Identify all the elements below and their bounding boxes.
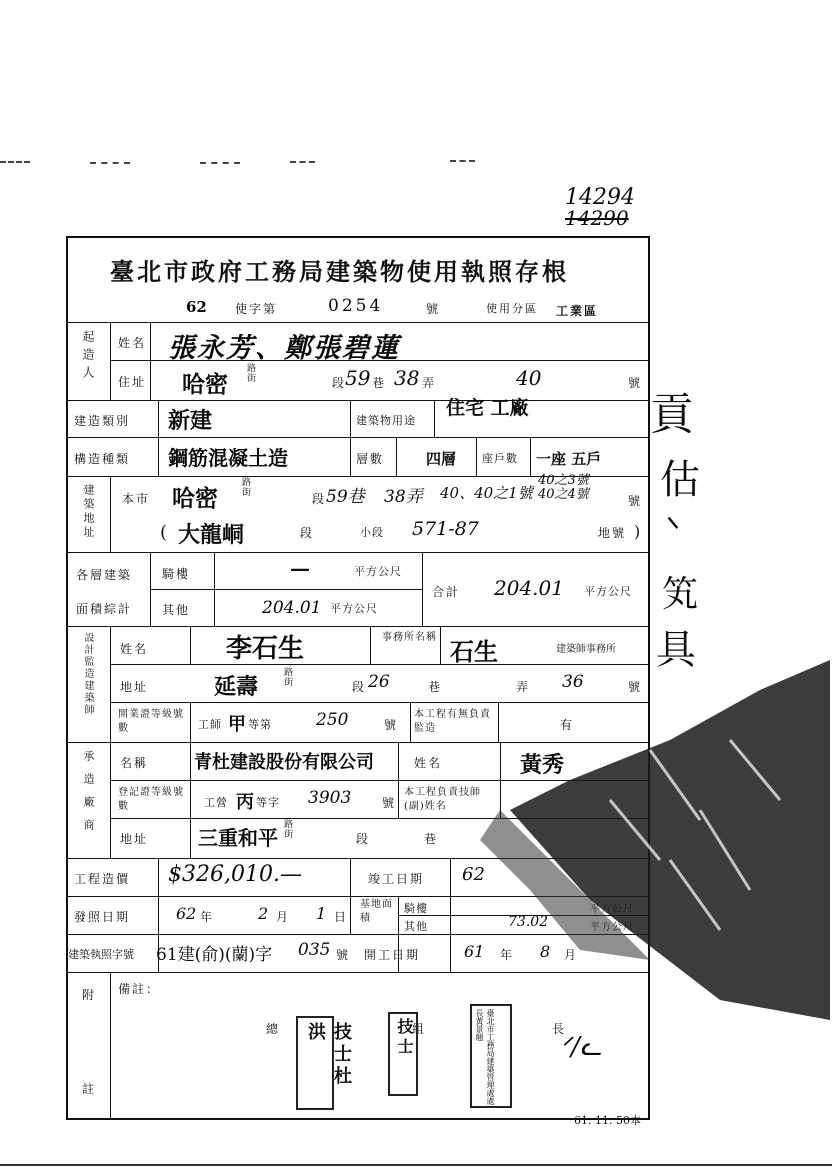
other-value: 204.01 bbox=[262, 598, 322, 618]
form-title: 臺北市政府工務局建築物使用執照存根 bbox=[110, 257, 569, 286]
grid-line bbox=[350, 400, 351, 438]
permit-number-value: 035 bbox=[298, 940, 331, 960]
grid-line bbox=[410, 702, 411, 742]
remarks-label: 備註： bbox=[118, 982, 161, 996]
site-section-label: 建築地址 bbox=[82, 484, 95, 540]
site-number: 40、40之1號 bbox=[440, 484, 533, 502]
grid-line bbox=[110, 626, 111, 742]
issue-date-label: 發照日期 bbox=[74, 910, 131, 924]
cost-label: 工程造價 bbox=[74, 872, 131, 886]
site-road-suffix: 路街 bbox=[242, 478, 253, 498]
handwritten-initials: ᐟ/ᓚ bbox=[560, 1032, 602, 1062]
grid-line bbox=[476, 437, 477, 476]
building-use-value: 住宅 工廠 bbox=[446, 397, 529, 419]
grid-line bbox=[190, 626, 191, 664]
adjacent-page-glyph: 笂 bbox=[662, 574, 699, 615]
architect-name-value: 李石生 bbox=[226, 634, 305, 664]
grid-line bbox=[350, 858, 351, 896]
applicant-section-label: 起造人 bbox=[81, 330, 95, 384]
total-value: 204.01 bbox=[494, 576, 564, 600]
contractor-name-label: 名稱 bbox=[120, 756, 149, 770]
grid-line bbox=[450, 896, 451, 934]
scan-artifact-dash bbox=[90, 162, 130, 164]
applicant-name-label: 姓名 bbox=[118, 336, 147, 350]
issue-month: 2 bbox=[258, 904, 269, 923]
applicant-alley: 38 bbox=[394, 366, 420, 390]
seal-stamp-technician: 技士杜洪 bbox=[296, 1016, 334, 1110]
seal-stamp-director: 臺北市工務局建築管理處處長黃景翹 bbox=[470, 1004, 512, 1108]
permit-label: 建築執照字號 bbox=[68, 948, 134, 961]
grid-line bbox=[530, 437, 531, 476]
contractor-lane-suffix: 巷 bbox=[424, 832, 439, 846]
grid-line bbox=[190, 702, 191, 742]
contractor-reg-word: 等字 bbox=[256, 796, 280, 809]
site-section-word: 段 bbox=[312, 492, 327, 506]
contractor-owner-label: 姓名 bbox=[414, 756, 443, 770]
grid-line bbox=[450, 934, 451, 972]
start-date-label: 開工日期 bbox=[364, 948, 421, 962]
permit-number-suffix: 號 bbox=[426, 302, 441, 316]
grid-line bbox=[66, 552, 650, 553]
floors-label: 層數 bbox=[356, 452, 385, 466]
architect-number: 36 bbox=[562, 672, 584, 692]
grid-line bbox=[350, 896, 351, 934]
sign-group: 組 bbox=[412, 1022, 427, 1036]
grid-line bbox=[434, 400, 435, 438]
site-alley: 38弄 bbox=[384, 487, 423, 507]
floor-area-label-1: 各層建築 bbox=[76, 568, 133, 582]
site-road: 哈密 bbox=[172, 485, 218, 512]
archive-number: 14294 bbox=[565, 185, 635, 210]
scan-artifact-dash bbox=[200, 162, 240, 164]
contractor-reg-label: 登記證等級號數 bbox=[118, 787, 184, 812]
architect-name-label: 姓名 bbox=[120, 642, 149, 656]
sign-chief: 總 bbox=[266, 1022, 281, 1036]
grid-line bbox=[422, 552, 423, 626]
architect-address-label: 地址 bbox=[120, 680, 149, 694]
arcade-label: 騎樓 bbox=[162, 567, 191, 581]
permit-number: 0254 bbox=[328, 296, 384, 316]
building-category-label: 建造類別 bbox=[74, 414, 131, 428]
adjacent-page-glyph: 估 bbox=[660, 457, 700, 503]
supervision-value: 有 bbox=[560, 718, 575, 732]
use-zone-label: 使用分區 bbox=[486, 302, 538, 315]
scan-bottom-edge bbox=[0, 1164, 832, 1166]
contractor-section-label: 承造廠商 bbox=[82, 750, 95, 842]
units-value: 一座 五戶 bbox=[536, 450, 602, 468]
architect-number-suffix: 號 bbox=[628, 680, 643, 694]
lot-section-label: 段 bbox=[300, 526, 315, 540]
sign-head: 長 bbox=[552, 1022, 567, 1036]
issue-year: 62 bbox=[176, 904, 197, 923]
grid-line bbox=[398, 742, 399, 780]
permit-year: 62 bbox=[186, 298, 207, 316]
building-use-label: 建築物用途 bbox=[356, 414, 416, 427]
issue-year-suffix: 年 bbox=[200, 910, 215, 924]
grid-line bbox=[66, 322, 650, 323]
start-month-suffix: 月 bbox=[564, 948, 579, 962]
applicant-number: 40 bbox=[516, 366, 542, 390]
base-other-label: 其他 bbox=[404, 920, 428, 933]
floor-area-label-2: 面積綜計 bbox=[76, 602, 133, 616]
contractor-reg-suffix: 號 bbox=[382, 796, 397, 810]
site-number-2: 40之3號 40之4號 bbox=[538, 473, 589, 502]
archive-number-crossed: 14290 bbox=[565, 206, 629, 230]
grid-line bbox=[440, 626, 441, 664]
architect-office-value: 石生 bbox=[450, 637, 498, 666]
architect-license-label: 開業證等級號數 bbox=[118, 709, 184, 734]
architect-license-suffix: 號 bbox=[384, 718, 399, 732]
grid-line bbox=[150, 552, 151, 626]
contractor-address-label: 地址 bbox=[120, 832, 149, 846]
architect-lane: 26 bbox=[368, 672, 390, 692]
architect-section-label: 設計監造建築師 bbox=[82, 632, 93, 716]
supervision-label: 本工程有無負責監造 bbox=[414, 709, 491, 734]
grid-line bbox=[450, 858, 451, 896]
contractor-name-value: 青杜建設股份有限公司 bbox=[194, 752, 374, 773]
site-number-suffix: 號 bbox=[628, 494, 643, 508]
base-arcade-label: 騎樓 bbox=[404, 902, 428, 915]
other-label: 其他 bbox=[162, 603, 191, 617]
grid-line bbox=[66, 626, 650, 627]
architect-section-word: 段 bbox=[352, 680, 367, 694]
applicant-section-word: 段 bbox=[332, 376, 347, 390]
contractor-reg-number: 3903 bbox=[308, 788, 352, 808]
scan-artifact-dash bbox=[450, 160, 475, 162]
architect-license-grade-label: 工師 bbox=[198, 718, 222, 731]
adjacent-page-glyph: 貢 bbox=[650, 389, 694, 440]
start-year: 61 bbox=[464, 942, 485, 961]
permit-value: 61建(俞)(蘭)字 bbox=[156, 945, 273, 965]
site-city: 本市 bbox=[122, 492, 151, 506]
adjacent-page-glyph: 具 bbox=[656, 627, 696, 673]
total-unit: 平方公尺 bbox=[584, 585, 632, 598]
footer-code: 61. 11. 50本 bbox=[574, 1114, 641, 1127]
completion-label: 竣工日期 bbox=[368, 872, 425, 886]
architect-address-road: 延壽 bbox=[214, 674, 259, 700]
base-area-label: 基地面積 bbox=[360, 899, 393, 924]
applicant-address-label: 住址 bbox=[118, 375, 147, 389]
permit-number-suffix-2: 號 bbox=[336, 948, 351, 962]
adjacent-page-glyph: ᐠ bbox=[666, 510, 681, 550]
contractor-road-suffix: 路街 bbox=[284, 820, 295, 840]
applicant-road-suffix: 路街 bbox=[247, 364, 258, 384]
arcade-value: — bbox=[290, 556, 310, 580]
applicant-number-suffix: 號 bbox=[628, 376, 643, 390]
notes-side-label-2: 註 bbox=[82, 1082, 97, 1096]
contractor-section-word: 段 bbox=[356, 832, 371, 846]
grid-line bbox=[398, 896, 399, 934]
grid-line bbox=[398, 780, 399, 818]
architect-license-grade: 甲 bbox=[228, 714, 246, 735]
permit-type-label: 使字第 bbox=[235, 302, 278, 316]
lot-subsection-label: 小段 bbox=[360, 526, 384, 539]
grid-line bbox=[110, 742, 111, 858]
site-lane: 59巷 bbox=[326, 487, 365, 507]
grid-line bbox=[350, 437, 351, 476]
lot-suffix: 地號 bbox=[598, 526, 627, 540]
contractor-reg-grade-label: 工營 bbox=[204, 796, 228, 809]
lot-area: 大龍峒 bbox=[178, 522, 245, 548]
grid-line bbox=[110, 322, 111, 400]
building-category-value: 新建 bbox=[168, 408, 213, 434]
applicant-name-value: 張永芳、鄭張碧蓮 bbox=[168, 333, 400, 364]
total-label: 合計 bbox=[432, 585, 461, 599]
applicant-alley-suffix: 弄 bbox=[422, 376, 437, 390]
applicant-lane-suffix: 巷 bbox=[372, 376, 387, 390]
architect-office-suffix: 建築師事務所 bbox=[556, 644, 616, 655]
structure-value: 鋼筋混凝土造 bbox=[168, 446, 288, 470]
architect-alley-suffix: 弄 bbox=[516, 680, 531, 694]
contractor-tech-label: 本工程負責技師(副)姓名 bbox=[404, 787, 481, 812]
scan-artifact-dash bbox=[0, 161, 30, 163]
grid-line bbox=[158, 400, 159, 476]
grid-line bbox=[66, 437, 650, 438]
seal-stamp-technician-2: 技士 bbox=[388, 1012, 418, 1096]
grid-line bbox=[396, 437, 397, 476]
cost-value: $326,010.— bbox=[168, 862, 302, 887]
grid-line bbox=[150, 322, 151, 400]
architect-lane-suffix: 巷 bbox=[428, 680, 443, 694]
notes-side-label-1: 附 bbox=[82, 988, 97, 1002]
start-year-suffix: 年 bbox=[500, 948, 515, 962]
grid-line bbox=[370, 626, 371, 664]
contractor-owner-value: 黃秀 bbox=[520, 752, 565, 778]
arcade-unit: 平方公尺 bbox=[354, 565, 402, 578]
other-unit: 平方公尺 bbox=[330, 602, 378, 615]
overlapping-document-fragment bbox=[470, 660, 832, 1020]
structure-label: 構造種類 bbox=[74, 452, 131, 466]
architect-road-suffix: 路街 bbox=[284, 668, 295, 688]
applicant-address-road: 哈密 bbox=[182, 371, 228, 398]
start-month: 8 bbox=[540, 942, 551, 961]
architect-office-label: 事務所名稱 bbox=[382, 632, 437, 643]
grid-line bbox=[110, 972, 111, 1120]
issue-month-suffix: 月 bbox=[276, 910, 291, 924]
scan-artifact-dash bbox=[290, 161, 315, 163]
issue-day-suffix: 日 bbox=[334, 910, 349, 924]
architect-license-word: 等第 bbox=[248, 718, 272, 731]
contractor-address-value: 三重和平 bbox=[198, 826, 278, 850]
site-paren: ( bbox=[160, 522, 170, 543]
base-other-value: 73.02 bbox=[508, 914, 549, 930]
grid-line bbox=[190, 742, 191, 858]
grid-line bbox=[110, 476, 111, 552]
issue-day: 1 bbox=[316, 904, 327, 923]
use-zone-value: 工業區 bbox=[556, 304, 599, 318]
completion-value: 62 bbox=[462, 864, 485, 885]
grid-line bbox=[214, 552, 215, 626]
grid-line bbox=[150, 589, 422, 590]
floors-value: 四層 bbox=[426, 450, 457, 468]
units-label: 座戶數 bbox=[482, 452, 518, 465]
contractor-reg-grade: 丙 bbox=[236, 792, 254, 813]
applicant-lane: 59 bbox=[345, 366, 371, 390]
lot-paren-close: ) bbox=[634, 522, 643, 541]
lot-number: 571-87 bbox=[412, 518, 479, 540]
architect-license-number: 250 bbox=[316, 710, 349, 730]
